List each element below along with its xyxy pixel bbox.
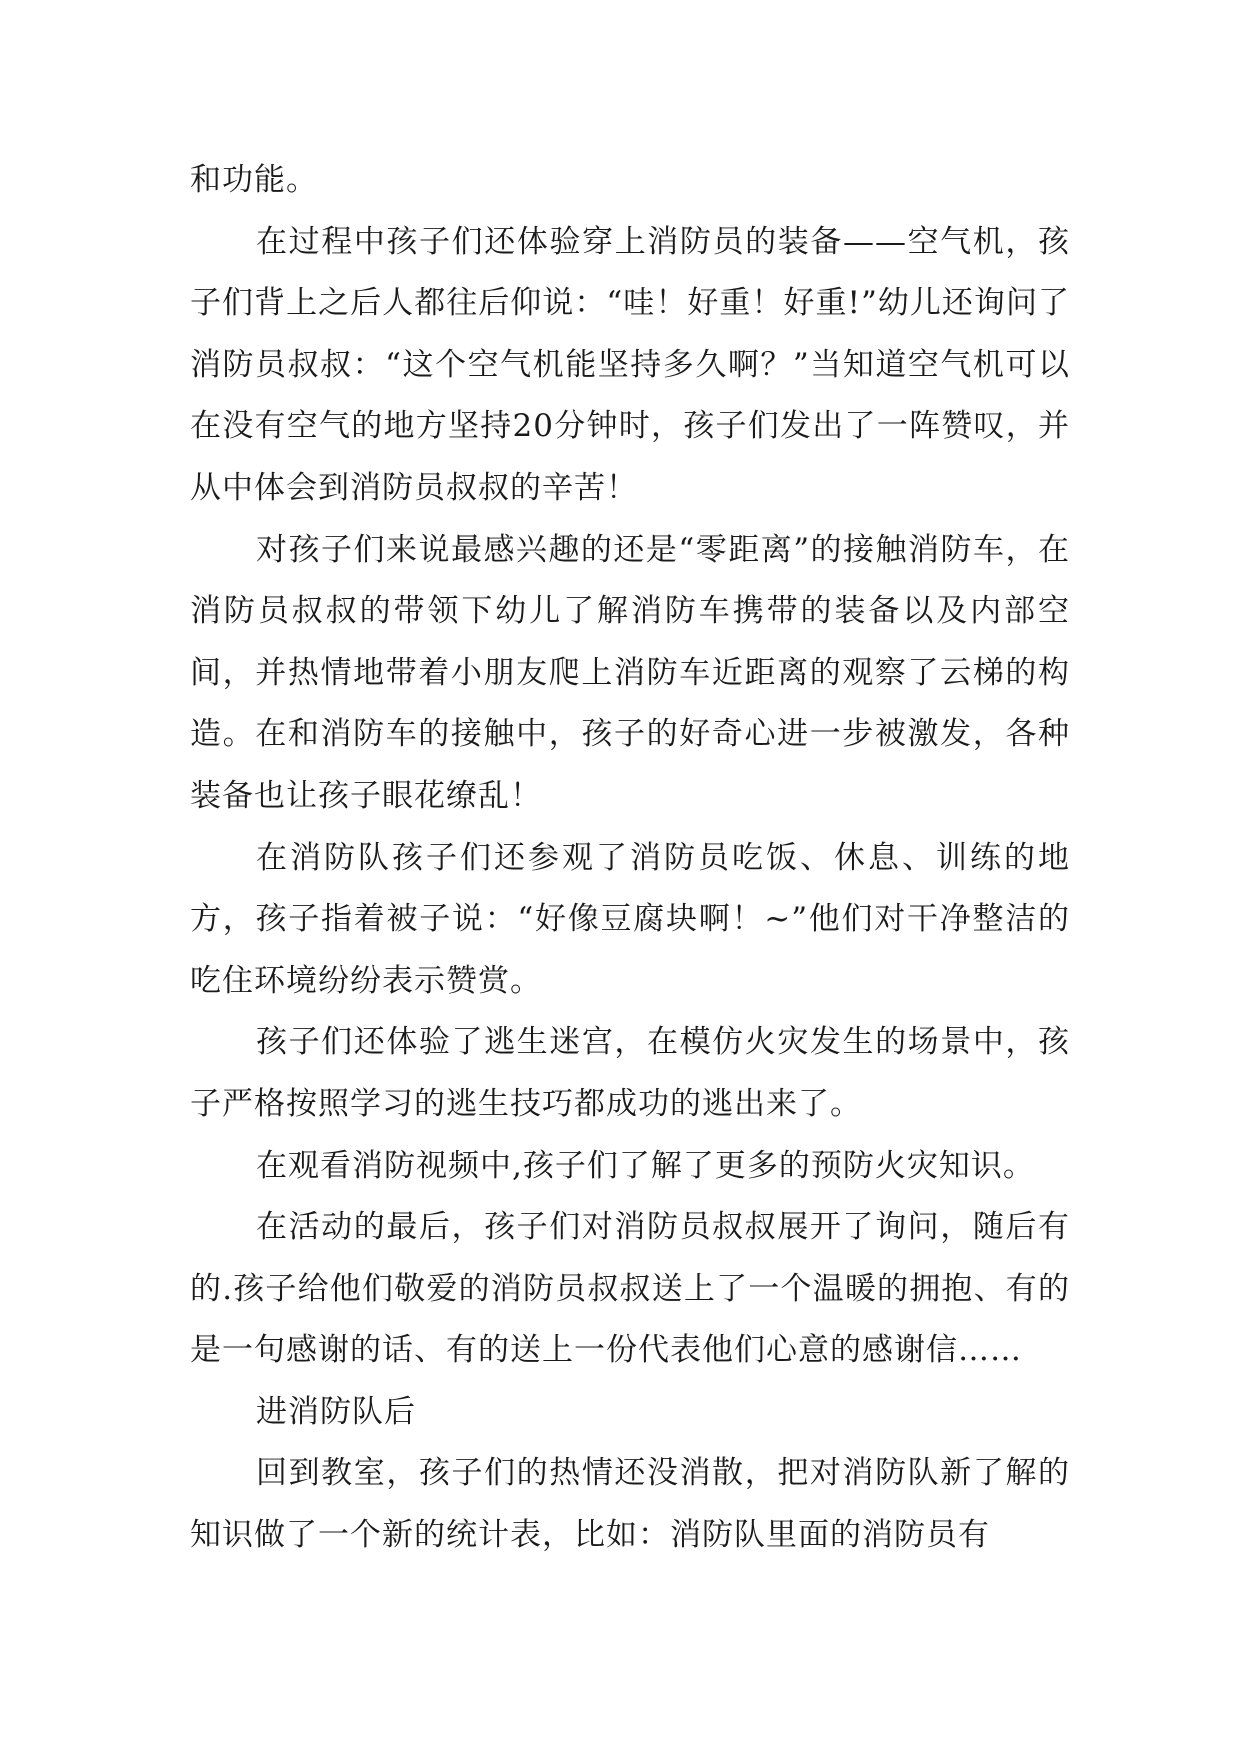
paragraph: 在活动的最后，孩子们对消防员叔叔展开了询问，随后有的.孩子给他们敬爱的消防员叔叔送上了一个温暖的拥抱、有的是一句感谢的话、有的送上一份代表他们心意的感谢信…… — [190, 1209, 1070, 1369]
document-body — [190, 150, 1070, 1567]
paragraph: 在过程中孩子们还体验穿上消防员的装备——空气机，孩子们背上之后人都往后仰说：“哇！好重！好重!”幼儿还询问了消防员叔叔：“这个空气机能坚持多久啊？”当知道空气机可以在没有空气的地方坚持20分钟时，孩子们发出了一阵赞叹，并从中体会到消防员叔叔的辛苦！ — [190, 223, 1070, 506]
paragraph: 在观看消防视频中,孩子们了解了更多的预防火灾知识。 — [256, 1147, 1035, 1184]
paragraph: 和功能。 — [190, 162, 318, 198]
paragraph: 回到教室，孩子们的热情还没消散，把对消防队新了解的知识做了一个新的统计表，比如：消防队里面的消防员有 — [190, 1455, 1070, 1554]
paragraph: 对孩子们来说最感兴趣的还是“零距离”的接触消防车，在消防员叔叔的带领下幼儿了解消防车携带的装备以及内部空间，并热情地带着小朋友爬上消防车近距离的观察了云梯的构造。在和消防车的接触中，孩子的好奇心进一步被激发，各种装备也让孩子眼花缭乱！ — [190, 531, 1070, 814]
paragraph: 孩子们还体验了逃生迷宫，在模仿火灾发生的场景中，孩子严格按照学习的逃生技巧都成功的逃出来了。 — [190, 1024, 1070, 1122]
paragraph: 在消防队孩子们还参观了消防员吃饭、休息、训练的地方，孩子指着被子说：“好像豆腐块啊！~”他们对干净整洁的吃住环境纷纷表示赞赏。 — [190, 839, 1070, 999]
section-heading: 进消防队后 — [256, 1393, 416, 1430]
